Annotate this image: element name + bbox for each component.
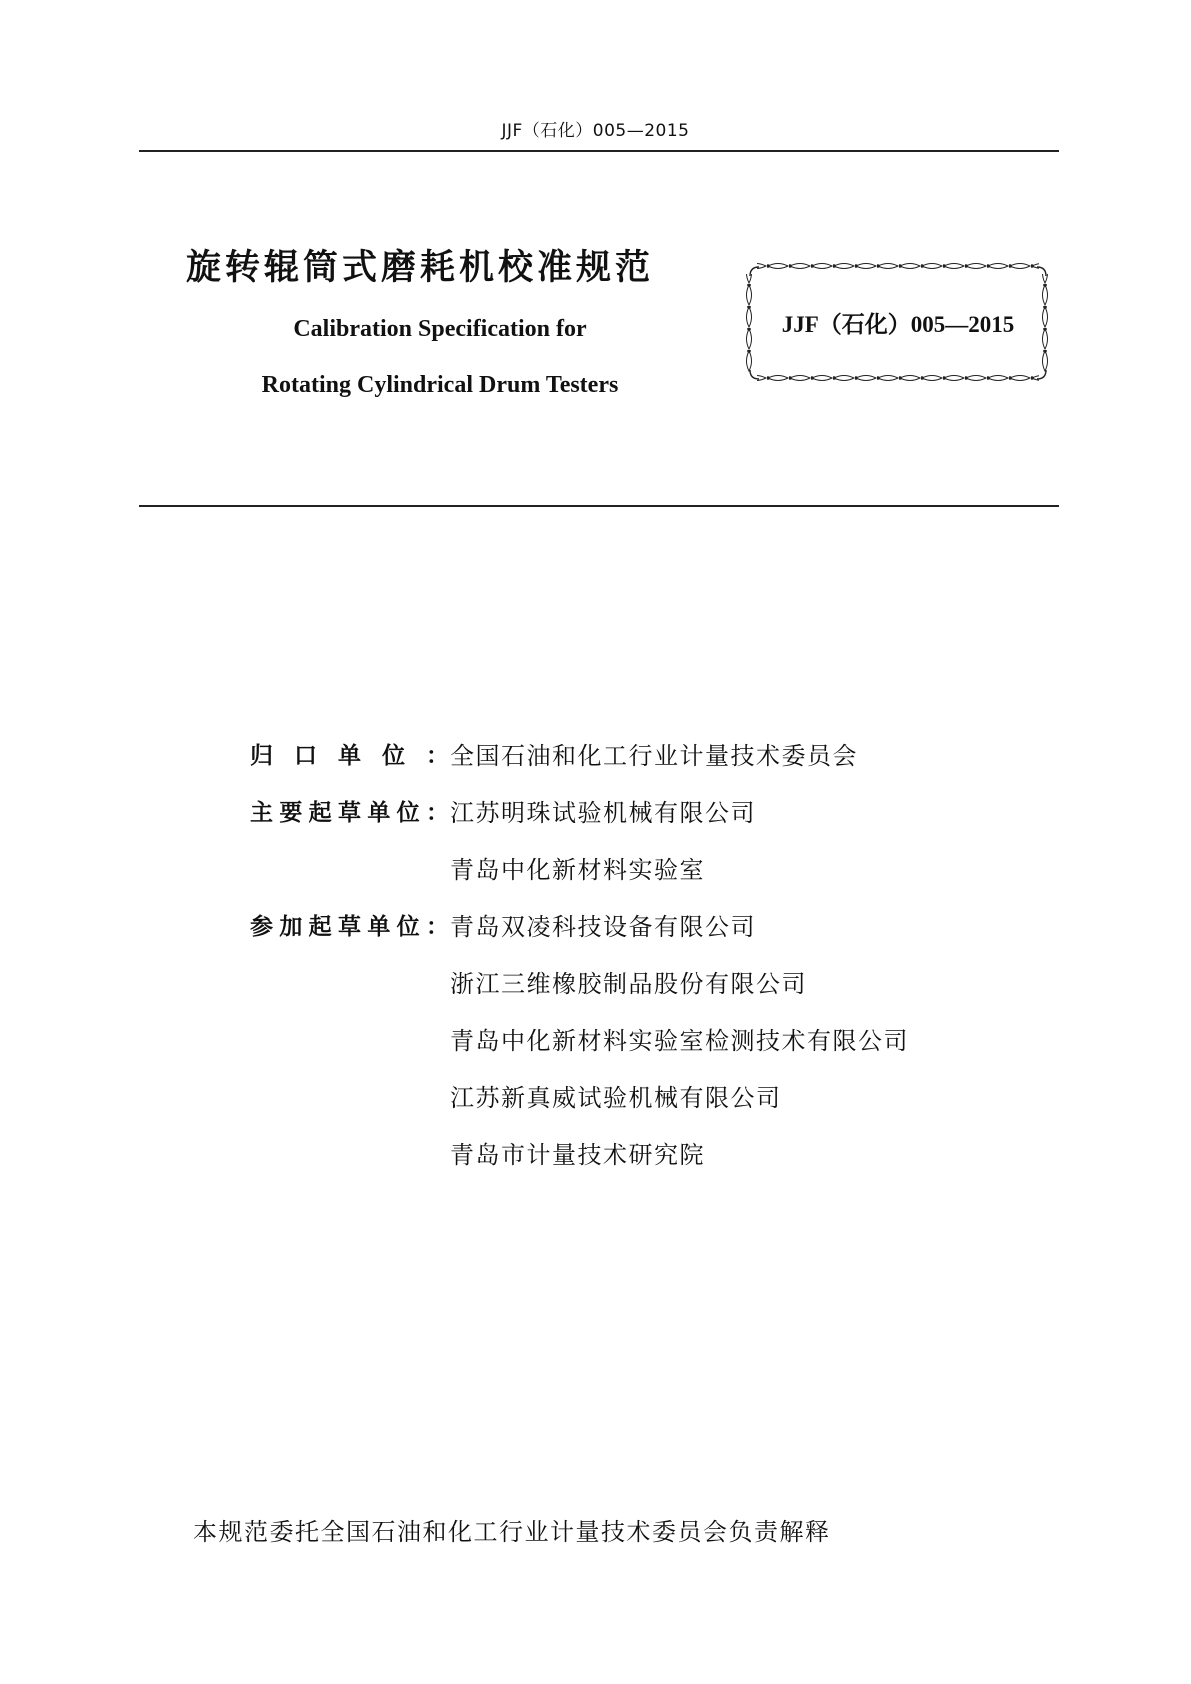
title-chinese: 旋转辊筒式磨耗机校准规范 (186, 248, 655, 288)
main-drafting-unit-label: 主要起草单位： (250, 800, 450, 826)
middle-divider (139, 505, 1059, 507)
participating-unit-value: 浙江三维橡胶制品股份有限公司 (450, 970, 807, 998)
interpretation-note: 本规范委托全国石油和化工行业计量技术委员会负责解释 (193, 1518, 831, 1546)
participating-unit-row (250, 1010, 909, 1067)
responsible-unit-row (250, 725, 909, 782)
participating-unit-value: 青岛市计量技术研究院 (450, 1141, 705, 1169)
drafting-units-section (250, 725, 909, 1181)
title-english-line-2: Rotating Cylindrical Drum Testers (261, 372, 619, 398)
participating-unit-row (250, 1124, 909, 1181)
main-drafting-unit-value: 青岛中化新材料实验室 (450, 856, 705, 884)
participating-unit-row (250, 953, 909, 1010)
top-divider (139, 150, 1059, 152)
participating-unit-value: 青岛中化新材料实验室检测技术有限公司 (450, 1027, 909, 1055)
main-drafting-unit-row (250, 782, 909, 839)
document-code-box (745, 262, 1051, 384)
header-document-code: JJF（石化）005—2015 (501, 121, 690, 141)
participating-unit-row (250, 1067, 909, 1124)
participating-unit-value: 青岛双凌科技设备有限公司 (450, 913, 756, 941)
participating-unit-row (250, 896, 909, 953)
title-english-line-1: Calibration Specification for (293, 316, 587, 342)
participating-unit-label: 参加起草单位： (250, 914, 450, 940)
code-box-text: JJF（石化）005—2015 (781, 312, 1015, 337)
main-drafting-unit-value: 江苏明珠试验机械有限公司 (450, 799, 756, 827)
main-drafting-unit-row (250, 839, 909, 896)
responsible-unit-label: 归口单位： (250, 743, 450, 769)
responsible-unit-value: 全国石油和化工行业计量技术委员会 (450, 742, 858, 770)
participating-unit-value: 江苏新真威试验机械有限公司 (450, 1084, 782, 1112)
